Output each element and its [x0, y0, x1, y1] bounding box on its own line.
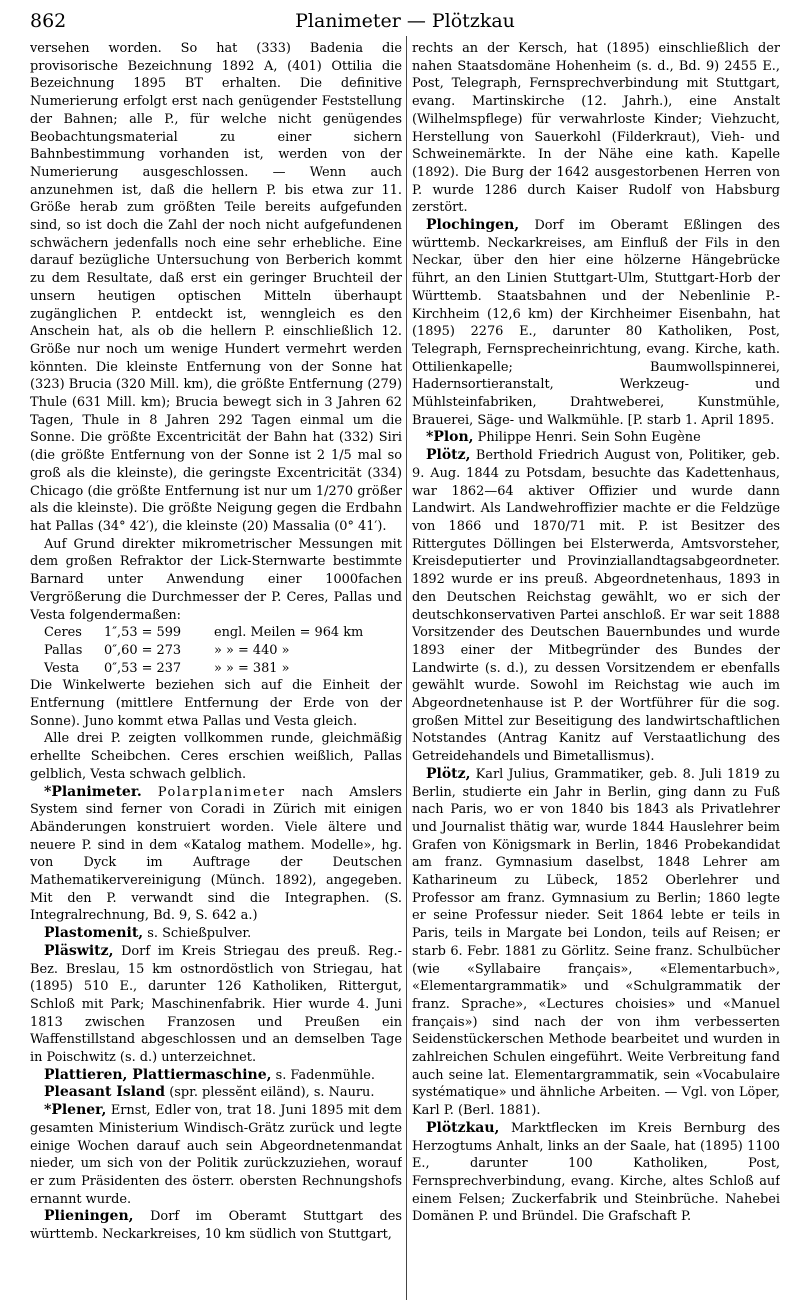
- barnard-measurement-paragraph: Auf Grund direkter mikrometrischer Messungen mit dem großen Refraktor der Lick-Sternwarte bestimmte Barnard unter Anwendung einer 1000fachen Vergrößerung die Durchmesser der P. Ceres, Pallas und Vesta folgendermaßen:: [30, 536, 402, 623]
- spaced-term: Polarplanimeter: [157, 784, 286, 800]
- entry-ploetz-karl: [412, 766, 780, 1120]
- entry-ploetzkau: [412, 1120, 780, 1226]
- page-header: [30, 6, 780, 34]
- headword: *Plon,: [426, 429, 474, 446]
- headword: Pleasant Island: [44, 1084, 166, 1101]
- table-cell-name: Ceres: [44, 625, 82, 641]
- headword: *Planimeter.: [44, 783, 142, 800]
- entry-body: Dorf im Kreis Striegau des preuß. Reg.-Bez. Breslau, 15 km ostnordöstlich von Striegau, hat (1895) 510 E., darunter 126 Katholiken, Rittergut, Schloß mit Park; Maschinenfabrik. Hier wurde 4. Juni 1813 zwischen Franzosen und Preußen ein Waffenstillstand abgeschlossen und an demselben Tage in Poischwitz (s. d.) unterzeichnet.: [30, 943, 402, 1066]
- page-number: 862: [30, 10, 67, 32]
- entry-body: (spr. plessĕnt eiländ), s. Nauru.: [169, 1085, 375, 1101]
- entry-pleasant-island: [30, 1084, 402, 1102]
- entry-ploetz-berthold: [412, 447, 780, 766]
- headword: Plattieren, Plattiermaschine,: [44, 1066, 272, 1083]
- headword: Plieningen,: [44, 1208, 134, 1225]
- entry-plattieren: [30, 1067, 402, 1085]
- entry-plon: [412, 429, 780, 447]
- entry-body: Berthold Friedrich August von, Politiker, geb. 9. Aug. 1844 zu Potsdam, besuchte das Kadettenhaus, war 1862—64 aktiver Offizier und wurde dann Landwirt. Als Landwehroffizier machte er die Feldzüge von 1866 und 1870/71 mit. P. ist Besitzer des Rittergutes Döllingen bei Elsterwerda, Amtsvorsteher, Kreisdeputierter und Provinziallandtagsabgeordneter. 1892 wurde er ins preuß. Abgeordnetenhaus, 1893 in den Deutschen Reichstag gewählt, wo er sich der deutschkonservativen Partei anschloß. Er war seit 1888 Vorsitzender des Deutschen Bauernbundes und wurde 1893 einer der Mitbegründer des Bundes der Landwirte (s. d.), zu dessen Vorsitzendem er ebenfalls gewählt wurde. Sowohl im Reichstag wie auch im Abgeordnetenhause ist P. der Wortführer für die sog. großen Mittel zur Beseitigung des landwirtschaftlichen Notstandes (Antrag Kanitz auf Verstaatlichung des Getreidehandels und Bimetallismus).: [412, 448, 780, 765]
- table-cell-rest: » » = 381 »: [214, 660, 290, 676]
- table-cell-rest: engl. Meilen = 964 km: [214, 625, 364, 641]
- entry-body: Marktflecken im Kreis Bernburg des Herzogtums Anhalt, links an der Saale, hat (1895) 1100 E., darunter 100 Katholiken, Post, Fernsprechverbindung, evang. Kirche, altes Schloß auf einem Felsen; Zuckerfabrik und Steinbrüche. Nahebei Domänen P. und Bründel. Die Grafschaft P.: [412, 1120, 780, 1225]
- entry-plochingen: [412, 217, 780, 429]
- entry-body: Dorf im Oberamt Eßlingen des württemb. Neckarkreises, am Einfluß der Fils in den Neckar, über den hier eine hölzerne Hängebrücke führt, an den Linien Stuttgart-Ulm, Stuttgart-Horb der Württemb. Staatsbahnen und der Nebenlinie P.-Kirchheim (12,6 km) der Kirchheimer Eisenbahn, hat (1895) 2276 E., darunter 80 Katholiken, Post, Telegraph, Fernsprecheinrichtung, evang. Kirche, kath. Ottilienkapelle; Baumwollspinnerei, Hadernsortieranstalt, Werkzeug- und Mühlsteinfabriken, Drahtweberei, Kunstmühle, Brauerei, Säge- und Walkmühle. [P. starb 1. April 1895.: [412, 218, 780, 428]
- appearance-paragraph: Alle drei P. zeigten vollkommen runde, gleichmäßig erhellte Scheibchen. Ceres erschien weißlich, Pallas gelblich, Vesta schwach gelblich.: [30, 731, 402, 782]
- entry-body: nach Amslers System sind ferner von Coradi in Zürich mit einigen Abänderungen konstruiert worden. Viele ältere und neuere P. sind in dem «Katalog mathem. Modelle», hg. von Dyck im Auftrage der Deutschen Mathematikervereinigung (Münch. 1892), angegeben. Mit den P. verwandt sind die Integraphen. (S. Integralrechnung, Bd. 9, S. 642 a.): [30, 784, 402, 924]
- plieningen-continued: rechts an der Kersch, hat (1895) einschließlich der nahen Staatsdomäne Hohenheim (s. d., Bd. 9) 2455 E., Post, Telegraph, Fernsprechverbindung mit Stuttgart, evang. Martinskirche (12. Jahrh.), eine Anstalt (Wilhelmspflege) für verwahrloste Kinder; Viehzucht, Herstellung von Sauerkohl (Filderkraut), Vieh- und Schweinemärkte. In der Nähe eine kath. Kapelle (1892). Die Burg der 1642 ausgestorbenen Herren von P. wurde 1286 durch Kaiser Rudolf von Habsburg zerstört.: [412, 41, 780, 216]
- table-cell-arc: 1″,53 = 599: [104, 625, 182, 641]
- entry-body: Ernst, Edler von, trat 18. Juni 1895 mit dem gesamten Ministerium Windisch-Grätz zurück und legte einige Wochen darauf auch sein Abgeordnetenmandat nieder, um sich von der Politik zurückzuziehen, worauf er zum Präsidenten des österr. obersten Rechnungshofs ernannt wurde.: [30, 1103, 402, 1207]
- table-cell-name: Vesta: [44, 660, 80, 676]
- entry-body: s. Fadenmühle.: [275, 1067, 376, 1083]
- angle-values-paragraph: Die Winkelwerte beziehen sich auf die Einheit der Entfernung (mittlere Entfernung der Erde von der Sonne). Juno kommt etwa Pallas und Vesta gleich.: [30, 678, 402, 729]
- table-cell-name: Pallas: [44, 642, 83, 658]
- table-cell-arc: 0″,60 = 273: [104, 642, 182, 658]
- entry-planimeter: [30, 784, 402, 926]
- running-title: Planimeter — Plötzkau: [295, 10, 515, 32]
- table-cell-rest: » » = 440 »: [214, 642, 290, 658]
- entry-plieningen: [30, 1208, 402, 1243]
- entry-body: Philippe Henri. Sein Sohn Eugène: [477, 430, 701, 446]
- headword: Plochingen,: [426, 217, 520, 234]
- table-cell-arc: 0″,53 = 237: [104, 660, 182, 676]
- entry-plener: [30, 1102, 402, 1208]
- diameter-table: [30, 624, 402, 677]
- headword: Plötz,: [426, 447, 471, 464]
- right-column: [412, 40, 780, 1302]
- entry-plastomenit: [30, 925, 402, 943]
- entry-body: Karl Julius, Grammatiker, geb. 8. Juli 1819 zu Berlin, studierte ein Jahr in Berlin, ging dann zu Fuß nach Paris, wo er von 1840 bis 1843 als Privatlehrer und Journalist thätig war, wurde 1844 Hauslehrer beim Grafen von Königsmark in Berlin, 1846 Probekandidat am franz. Gymnasium daselbst, 1848 Lehrer am Katharineum zu Lübeck, 1852 Oberlehrer und Professor am franz. Gymnasium zu Berlin; 1860 legte er seine Professur nieder. Seit 1864 lebte er teils in Paris, teils in Margate bei London, teils auf Reisen; er starb 6. Febr. 1881 zu Görlitz. Seine franz. Schulbücher (wie «Syllabaire français», «Elementarbuch», «Elementargrammatik» und «Schulgrammatik der franz. Sprache», «Lectures choisies» und «Manuel français») sind nach der von ihm verbesserten Seidenstückerschen Methode bearbeitet und wurden in zahlreichen Schulen eingeführt. Weite Verbreitung fand auch seine lat. Elementargrammatik, sein «Vocabulaire systématique» und ähnliche Arbeiten. — Vgl. von Löper, Karl P. (Berl. 1881).: [412, 766, 780, 1119]
- headword: Plötz,: [426, 765, 471, 782]
- entry-body: s. Schießpulver.: [147, 926, 252, 942]
- entry-body: Dorf im Oberamt Stuttgart des württemb. Neckarkreises, 10 km südlich von Stuttgart,: [30, 1209, 402, 1243]
- headword: Plötzkau,: [426, 1119, 500, 1136]
- headword: Pläswitz,: [44, 942, 114, 959]
- entry-plaeswitz: [30, 943, 402, 1067]
- headword: Plastomenit,: [44, 925, 144, 942]
- left-column: [30, 40, 402, 1302]
- headword: *Plener,: [44, 1102, 107, 1119]
- asteroid-text-continued: versehen worden. So hat (333) Badenia die provisorische Bezeichnung 1892 A, (401) Ottilia die Bezeichnung 1895 BT erhalten. Die definitive Numerierung erfolgt erst nach genügender Feststellung der Bahnen; alle P., für welche nicht genügendes Beobachtungsmaterial zu einer sichern Bahnbestimmung vorhanden ist, werden von der Numerierung ausgeschlossen. — Wenn auch anzunehmen ist, daß die hellern P. bis etwa zur 11. Größe herab zum größten Teile bereits aufgefunden sind, so ist doch die Zahl der noch nicht aufgefundenen schwächern jedenfalls noch eine sehr erhebliche. Eine darauf bezügliche Untersuchung von Berberich kommt zu dem Resultate, daß erst ein geringer Bruchteil der unsern heutigen optischen Mitteln überhaupt zugänglichen P. entdeckt ist, wenngleich es den Anschein hat, als ob die hellern P. einschließlich 12. Größe nur noch um wenige Hundert vermehrt werden könnten. Die kleinste Entfernung von der Sonne hat (323) Brucia (320 Mill. km), die größte Entfernung (279) Thule (631 Mill. km); Brucia bewegt sich in 3 Jahren 62 Tagen, Thule in 8 Jahren 292 Tagen einmal um die Sonne. Die größte Excentricität der Bahn hat (332) Siri (die größte Entfernung von der Sonne ist 2 1/5 mal so groß als die kleinste), die geringste Excentricität (334) Chicago (die größte Entfernung ist nur um 1/270 größer als die kleinste). Die größte Neigung gegen die Erdbahn hat Pallas (34° 42′), die kleinste (20) Massalia (0° 41′).: [30, 41, 402, 534]
- column-divider: [406, 36, 407, 1300]
